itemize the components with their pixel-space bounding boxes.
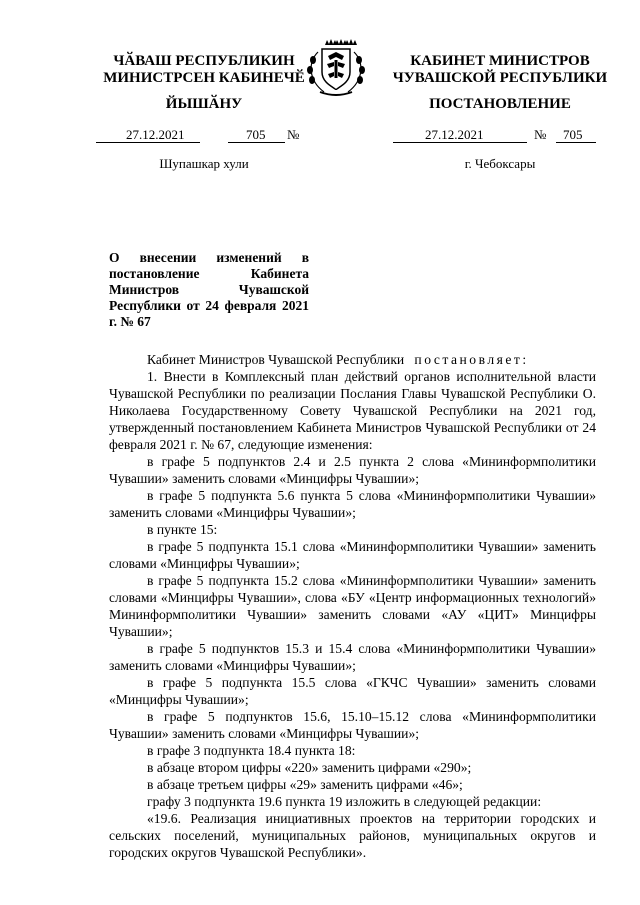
right-doc-type: ПОСТАНОВЛЕНИЕ (429, 96, 571, 112)
paragraph-12: в абзаце третьем цифры «29» заменить цифрами «46»; (147, 777, 463, 792)
right-city: г. Чебоксары (464, 156, 536, 171)
left-header-line2: МИНИСТРСЕН КАБИНЕЧӖ (103, 70, 305, 86)
paragraph-10: в графе 3 подпункта 18.4 пункта 18: (147, 743, 356, 758)
paragraph-14: «19.6. Реализация инициативных проектов на территории городских и сельских поселений, муниципальных районов, муниципальных округов и городских округов Чувашской Республики». (109, 811, 596, 860)
right-number-sign: № (534, 127, 547, 142)
paragraph-2: в графе 5 подпунктов 2.4 и 2.5 пункта 2 слова «Мининформполитики Чувашии» заменить словами «Минцифры Чувашии»; (109, 454, 596, 486)
intro-paragraph (109, 351, 596, 368)
paragraph-8: в графе 5 подпункта 15.5 слова «ГКЧС Чувашии» заменить словами «Минцифры Чувашии»; (109, 675, 596, 707)
left-city: Шупашкар хули (159, 156, 249, 171)
left-header-line1: ЧӐВАШ РЕСПУБЛИКИН (113, 53, 295, 69)
document-body (109, 351, 596, 861)
right-date: 27.12.2021 (425, 127, 484, 142)
intro-subject: Кабинет Министров Чувашской Республики (147, 352, 405, 367)
paragraph-11: в абзаце втором цифры «220» заменить цифрами «290»; (147, 760, 472, 775)
left-doc-type: ЙЫШӐНУ (165, 96, 243, 112)
right-header (378, 53, 622, 87)
right-date-number-line (393, 127, 603, 144)
paragraph-1: 1. Внести в Комплексный план действий органов исполнительной власти Чувашской Республики по реализации Послания Главы Чувашской Республики О. Николаева Государственному Совету Чувашской Республики на 2021 год, утвержденный постановлением Кабинета Министров Чувашской Республики от 24 февраля 2021 г. № 67, следующие изменения: (109, 369, 596, 452)
paragraph-5: в графе 5 подпункта 15.1 слова «Мининформполитики Чувашии» заменить словами «Минцифры Чувашии»; (109, 539, 596, 571)
paragraph-13: графу 3 подпункта 19.6 пункта 19 изложить в следующей редакции: (147, 794, 542, 809)
paragraph-6: в графе 5 подпункта 15.2 слова «Мининформполитики Чувашии» заменить словами «Минцифры Чувашии», слова «БУ «Центр информационных технологий» Мининформполитики Чувашии» заменить словами «АУ «ЦИТ» Минцифры Чувашии»; (109, 573, 596, 639)
paragraph-7: в графе 5 подпунктов 15.3 и 15.4 слова «Мининформполитики Чувашии» заменить словами «Минцифры Чувашии»; (109, 641, 596, 673)
chuvash-coat-of-arms-icon (298, 36, 376, 98)
right-header-line1: КАБИНЕТ МИНИСТРОВ (410, 53, 590, 69)
intro-verb: постановляет: (414, 352, 529, 367)
paragraph-4: в пункте 15: (147, 522, 218, 537)
right-header-line2: ЧУВАШСКОЙ РЕСПУБЛИКИ (392, 70, 608, 86)
left-header (84, 53, 324, 87)
paragraph-9: в графе 5 подпунктов 15.6, 15.10–15.12 слова «Мининформполитики Чувашии» заменить словами «Минцифры Чувашии»; (109, 709, 596, 741)
left-date: 27.12.2021 (126, 127, 185, 142)
document-title: О внесении изменений в постановление Кабинета Министров Чувашской Республики от 24 февраля 2021 г. № 67 (109, 250, 309, 329)
paragraph-3: в графе 5 подпункта 5.6 пункта 5 слова «Мининформполитики Чувашии» заменить словами «Минцифры Чувашии»; (109, 488, 596, 520)
left-date-number-line (96, 127, 311, 144)
left-number-sign: № (287, 127, 300, 142)
right-number: 705 (563, 127, 583, 142)
left-number: 705 (246, 127, 266, 142)
